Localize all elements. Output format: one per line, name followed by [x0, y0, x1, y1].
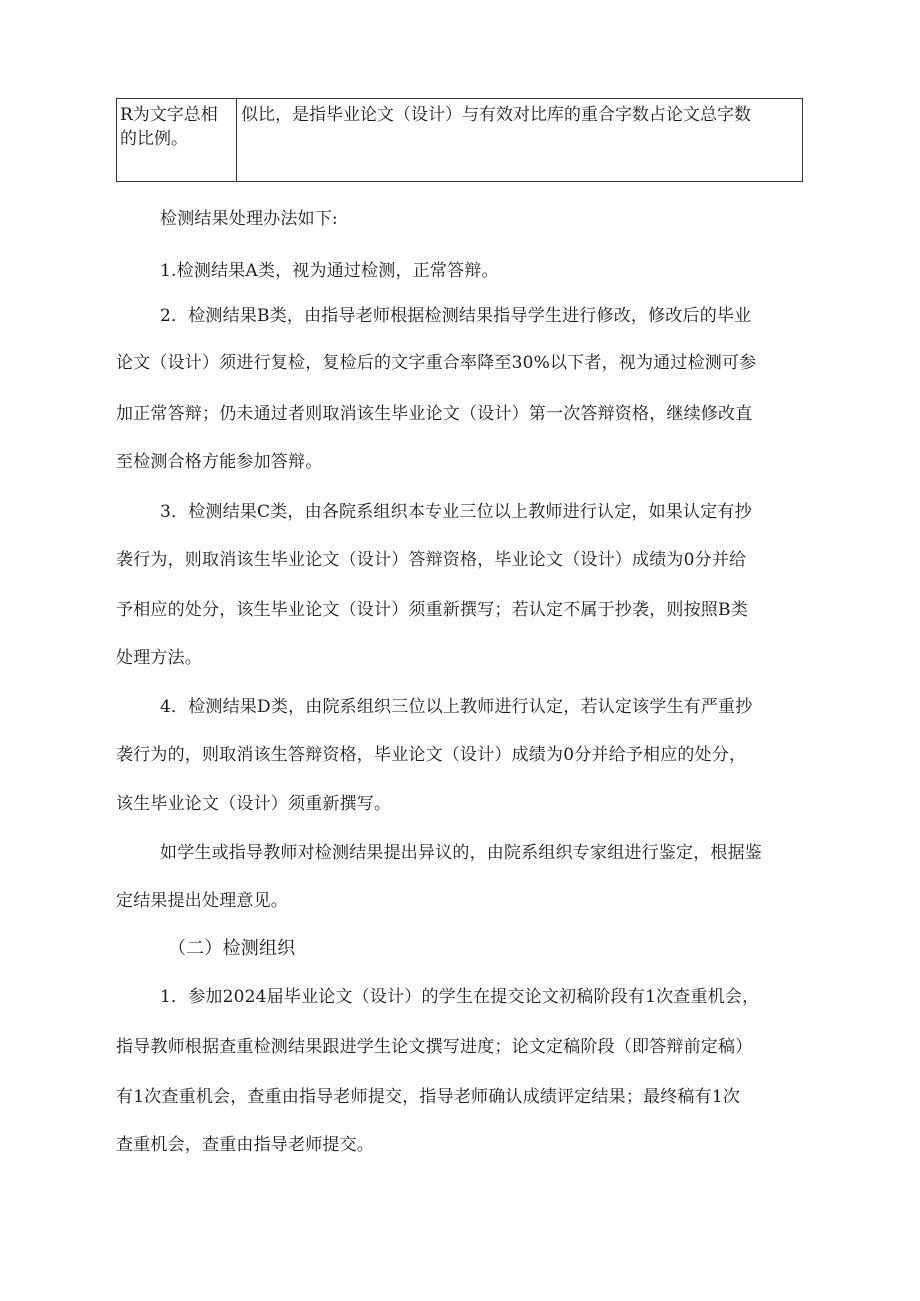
definition-table	[116, 98, 803, 182]
paragraph-org-1-line: 查重机会，查重由指导老师提交。	[116, 1135, 374, 1155]
paragraph-org-1-line: 有1次查重机会，查重由指导老师提交，指导老师确认成绩评定结果；最终稿有1次	[116, 1087, 741, 1107]
paragraph-intro: 检测结果处理办法如下:	[160, 209, 338, 229]
table-cell-term-line: R为文字总相	[120, 105, 218, 125]
table-cell-term-line: 的比例。	[120, 129, 188, 149]
paragraph-org-1-line: 1．参加2024届毕业论文（设计）的学生在提交论文初稿阶段有1次查重机会，	[160, 987, 760, 1007]
paragraph-item-1: 1.检测结果A类，视为通过检测，正常答辩。	[160, 261, 499, 281]
paragraph-item-4-line: 该生毕业论文（设计）须重新撰写。	[116, 794, 392, 814]
paragraph-item-2-line: 论文（设计）须进行复检，复检后的文字重合率降至30%以下者，视为通过检测可参	[116, 353, 757, 373]
paragraph-objection-line: 定结果提出处理意见。	[116, 891, 288, 911]
table-cell-term	[120, 103, 236, 151]
table-column-divider	[236, 99, 237, 181]
paragraph-item-2-line: 加正常答辩；仍未通过者则取消该生毕业论文（设计）第一次答辩资格，继续修改直	[116, 404, 753, 424]
paragraph-org-1-line: 指导教师根据查重检测结果跟进学生论文撰写进度；论文定稿阶段（即答辩前定稿）	[116, 1037, 753, 1057]
section-heading: （二）检测组织	[168, 938, 296, 959]
paragraph-item-4-line: 4．检测结果D类，由院系组织三位以上教师进行认定，若认定该学生有严重抄	[160, 697, 753, 717]
paragraph-item-3-line: 予相应的处分，该生毕业论文（设计）须重新撰写；若认定不属于抄袭，则按照B类	[116, 600, 748, 620]
paragraph-item-3-line: 袭行为，则取消该生毕业论文（设计）答辩资格，毕业论文（设计）成绩为0分并给	[116, 550, 747, 570]
paragraph-item-3-line: 处理方法。	[116, 648, 202, 668]
paragraph-objection-line: 如学生或指导教师对检测结果提出异议的，由院系组织专家组进行鉴定，根据鉴	[160, 843, 762, 863]
paragraph-item-2-line: 2．检测结果B类，由指导老师根据检测结果指导学生进行修改，修改后的毕业	[160, 306, 752, 326]
paragraph-item-4-line: 袭行为的，则取消该生答辩资格，毕业论文（设计）成绩为0分并给予相应的处分，	[116, 745, 747, 765]
paragraph-item-2-line: 至检测合格方能参加答辩。	[116, 452, 323, 472]
table-cell-definition: 似比，是指毕业论文（设计）与有效对比库的重合字数占论文总字数	[241, 105, 751, 125]
paragraph-item-3-line: 3．检测结果C类，由各院系组织本专业三位以上教师进行认定，如果认定有抄	[160, 502, 752, 522]
